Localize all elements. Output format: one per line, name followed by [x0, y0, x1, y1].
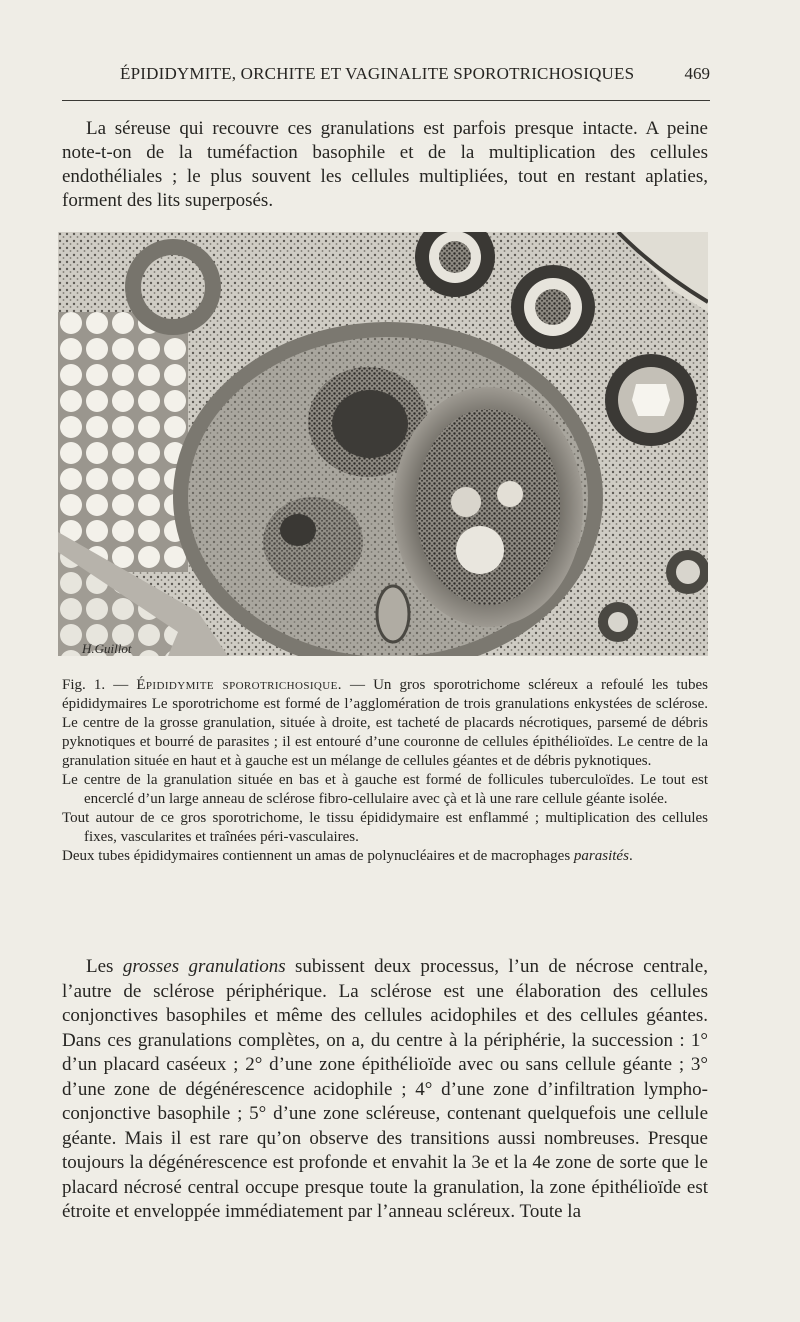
caption-paragraph-3: Tout autour de ce gros sporotrichome, le tissu épididymaire est enflammé ; multiplication des cellules fixes, vascularites et traînées péri-vasculaires.	[62, 810, 708, 845]
figure-caption	[62, 676, 708, 866]
illustrator-signature: H.Guillot	[82, 641, 132, 656]
body-paragraph-1: La séreuse qui recouvre ces granulations est parfois presque intacte. A peine note-t-on de la tuméfaction basophile et de la multiplication des cellules endothéliales ; le plus souvent les cellules multipliées, tout en restant aplaties, forment des lits superposés.	[62, 118, 708, 211]
page-number: 469	[684, 64, 710, 83]
caption-paragraph-4	[62, 847, 708, 866]
histology-figure	[58, 232, 708, 656]
running-title: ÉPIDIDYMITE, ORCHITE ET VAGINALITE SPOROTRICHOSIQUES	[120, 64, 635, 83]
header-rule	[62, 100, 710, 101]
caption-label: Fig. 1. —	[62, 677, 129, 693]
caption-emphasis: parasités	[573, 848, 629, 864]
caption-text-4-end: .	[628, 848, 633, 864]
para2-body: subissent deux processus, l’un de nécrose centrale, l’autre de sclérose périphérique. La sclérose est une élaboration des cellules conjonctives basophiles et même des cellules acidophiles et des cellules géantes. Dans ces granulations complètes, on a, du centre à la périphérie, la succession : 1° d’un placard caséeux ; 2° d’une zone épithélioïde avec ou sans cellule géante ; 3° d’une zone de dégénérescence acidophile ; 4° d’une zone d’infiltration lympho-conjonctive basophile ; 5° d’une zone scléreuse, contenant quelquefois une cellule géante. Mais il est rare qu’on observe des transitions aussi nombreuses. Presque toujours la dégénérescence est profonde et envahit la 3e et la 4e zone de sorte que le placard nécrosé central occupe presque toute la granulation, la zone épithélioïde est étroite et enveloppée immédiatement par l’anneau scléreux. Toute la	[62, 956, 708, 1222]
para2-lead: Les	[86, 956, 123, 977]
caption-paragraph-2: Le centre de la granulation située en bas et à gauche est formé de follicules tuberculoïdes. Le tout est encerclé d’un large anneau de sclérose fibro-cellulaire avec çà et là une rare cellule géante isolée.	[62, 772, 708, 807]
page-header	[62, 62, 710, 92]
micrograph-illustration	[58, 232, 708, 656]
caption-text-4: Deux tubes épididymaires contiennent un amas de polynucléaires et de macrophages	[62, 848, 574, 864]
caption-text-1: — Un gros sporotrichome scléreux a refoulé les tubes épididymaires Le sporotrichome est formé de l’agglomération de trois granulations enkystées de sclérose. Le centre de la grosse granulation, située à droite, est tacheté de placards nécrotiques, parsemé de débris pyknotiques et bourré de parasites ; il est entouré d’une couronne de cellules épithélioïdes. Le centre de la granulation située en haut et à gauche est un mélange de cellules géantes et de débris pyknotiques.	[62, 677, 709, 769]
body-paragraph-2	[62, 955, 708, 1225]
caption-title: Épididymite sporotrichosique.	[136, 677, 342, 693]
caption-paragraph-1	[62, 676, 708, 771]
para2-emphasis: grosses granulations	[122, 956, 286, 977]
